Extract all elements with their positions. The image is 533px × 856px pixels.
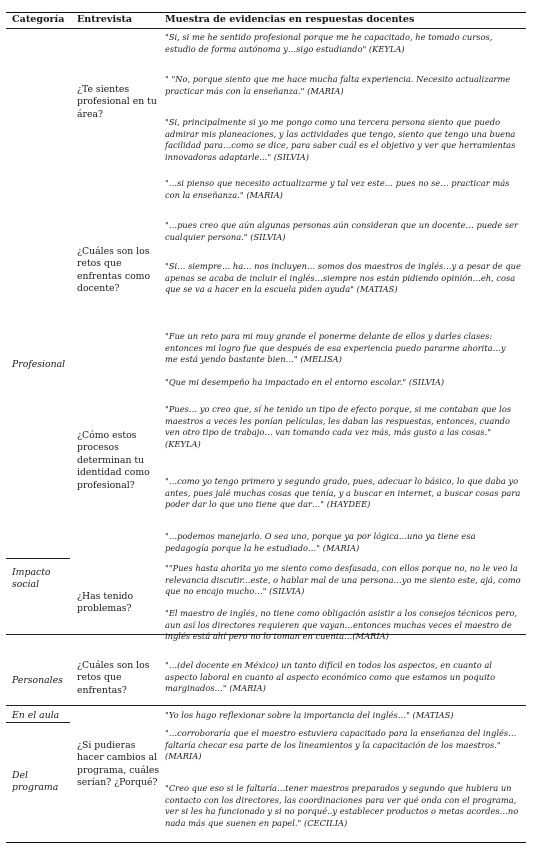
evidence-quote: "…podemos manejarlo. O sea uno, porque ya por lógica…uno ya tiene esa pedagogía porque la he estudiado…" (MARIA) [165, 531, 476, 553]
category-profesional: Profesional [12, 359, 66, 370]
header-bottom-rule [6, 28, 526, 29]
category-en-el-aula: En el aula [12, 710, 60, 721]
evidence-quote: "…como yo tengo primero y segundo grado, pues, adecuar lo básico, lo que daba yo antes, pues jalé muchas cosas que tenía, y a buscar en internet, a buscar cosas para poder dar lo que uno tiene que dar…" (HAYDEE) [165, 476, 521, 510]
evidence-quote: "Si, si me he sentido profesional porque me he capacitado, he tomado cursos, estudio de forma autónoma y…sigo estudiando" (KEYLA) [165, 32, 493, 54]
evidence-quote: ""Pues hasta ahorita yo me siento como desfasada, con ellos porque no, no le veo la relevancia discutir...este, o hablar mal de una persona…yo me siento este, ajá, como que no encajo mucho…" (SILVIA) [165, 563, 521, 597]
category-personales: Personales [12, 675, 63, 686]
category-impacto-social: Impacto social [12, 567, 51, 590]
category-divider [6, 558, 70, 559]
evidence-quote: " "No, porque siento que me hace mucha falta experiencia. Necesito actualizarme practicar más con la enseñanza." (MARIA) [165, 74, 511, 96]
evidence-quote: "Fue un reto para mi muy grande el ponerme delante de ellos y darles clases: entonces mi logro fue que después de esa experiencia puedo pararme ahorita…y me está yendo bastante bien…" (MELISA) [165, 331, 506, 365]
category-divider [6, 722, 70, 723]
evidence-quote: "…si pienso que necesito actualizarme y tal vez este… pues no se… practicar más con la enseñanza." (MARIA) [165, 178, 510, 200]
evidence-quote: "Si, principalmente si yo me pongo como una tercera persona siento que puedo admirar mis planeaciones, y las actividades que tengo, siento que tengo una buena facilidad para…como se dice, para saber cuál es el objetivo y ver que herramientas innovadoras adaptarle..." (SILVIA) [165, 117, 516, 162]
question-retos-personales: ¿Cuáles son los retos que enfrentas? [77, 660, 150, 696]
evidence-quote: "El maestro de inglés, no tiene como obligación asistir a los consejos técnicos pero, aun así los directores requieren que vayan…entonces muchas veces el maestro de inglés está ahí pero no lo toman en cuenta…(MARIA) [165, 608, 518, 642]
row-divider [6, 705, 526, 706]
evidence-quote: "Que mi desempeño ha impactado en el entorno escolar." (SILVIA) [165, 377, 445, 387]
question-problemas: ¿Has tenido problemas? [77, 591, 134, 615]
header-muestra: Muestra de evidencias en respuestas docentes [165, 14, 415, 25]
question-sientes-profesional: ¿Te sientes profesional en tu área? [77, 84, 157, 120]
evidence-quote: "…corroboraría que el maestro estuviera capacitado para la enseñanza del inglés… faltaría checar esa parte de los lineamientos y la capacitación de los maestros." (MARIA) [165, 728, 517, 762]
evidence-quote: "…(del docente en México) un tanto difícil en todos los aspectos, en cuanto al aspecto laboral en cuanto al aspecto económico como que estamos un poquito marginados…" (MARIA) [165, 660, 496, 694]
header-categoria: Categoría [12, 14, 65, 25]
evidence-quote: "Creo que eso si le faltaría…tener maestros preparados y segundo que hubiera un contacto con los directores, las coordinaciones para ver qué onda con el programa, ver si les ha funcionado y si no porqué..y establecer productos o metas acordes…no nada más que suenen en papel." (CECILIA) [165, 783, 519, 828]
header-entrevista: Entrevista [77, 14, 133, 25]
question-cambios-programa: ¿Si pudieras hacer cambios al programa, cuáles serían? ¿Porqué? [77, 740, 160, 789]
evidence-quote: "…pues creo que aún algunas personas aún consideran que un docente… puede ser cualquier persona." (SILVIA) [165, 220, 519, 242]
evidence-quote: "Pues… yo creo que, sí he tenido un tipo de efecto porque, si me contaban que los maestros a veces les ponían películas, les daban las respuestas, entonces, cuando ven otro tipo de trabajo… van tomando cada vez más, más gusto a las cosas." (KEYLA) [165, 404, 512, 449]
category-del-programa: Del programa [12, 770, 59, 793]
question-retos-docente: ¿Cuáles son los retos que enfrentas como docente? [77, 246, 151, 295]
question-procesos-identidad: ¿Cómo estos procesos determinan tu identidad como profesional? [77, 430, 150, 491]
table-top-rule [6, 12, 526, 13]
evidence-quote: "Yo los hago reflexionar sobre la importancia del inglés…" (MATIAS) [165, 710, 454, 720]
table-bottom-rule [6, 842, 526, 843]
evidence-quote: "Si… siempre… ha… nos incluyen… somos dos maestros de inglés…y a pesar de que apenas se acaba de incluir el inglés…siempre nos están pidiendo opinión…eh, cosa que se va a hacer en la escuela piden ayuda" (MATIAS) [165, 261, 521, 295]
